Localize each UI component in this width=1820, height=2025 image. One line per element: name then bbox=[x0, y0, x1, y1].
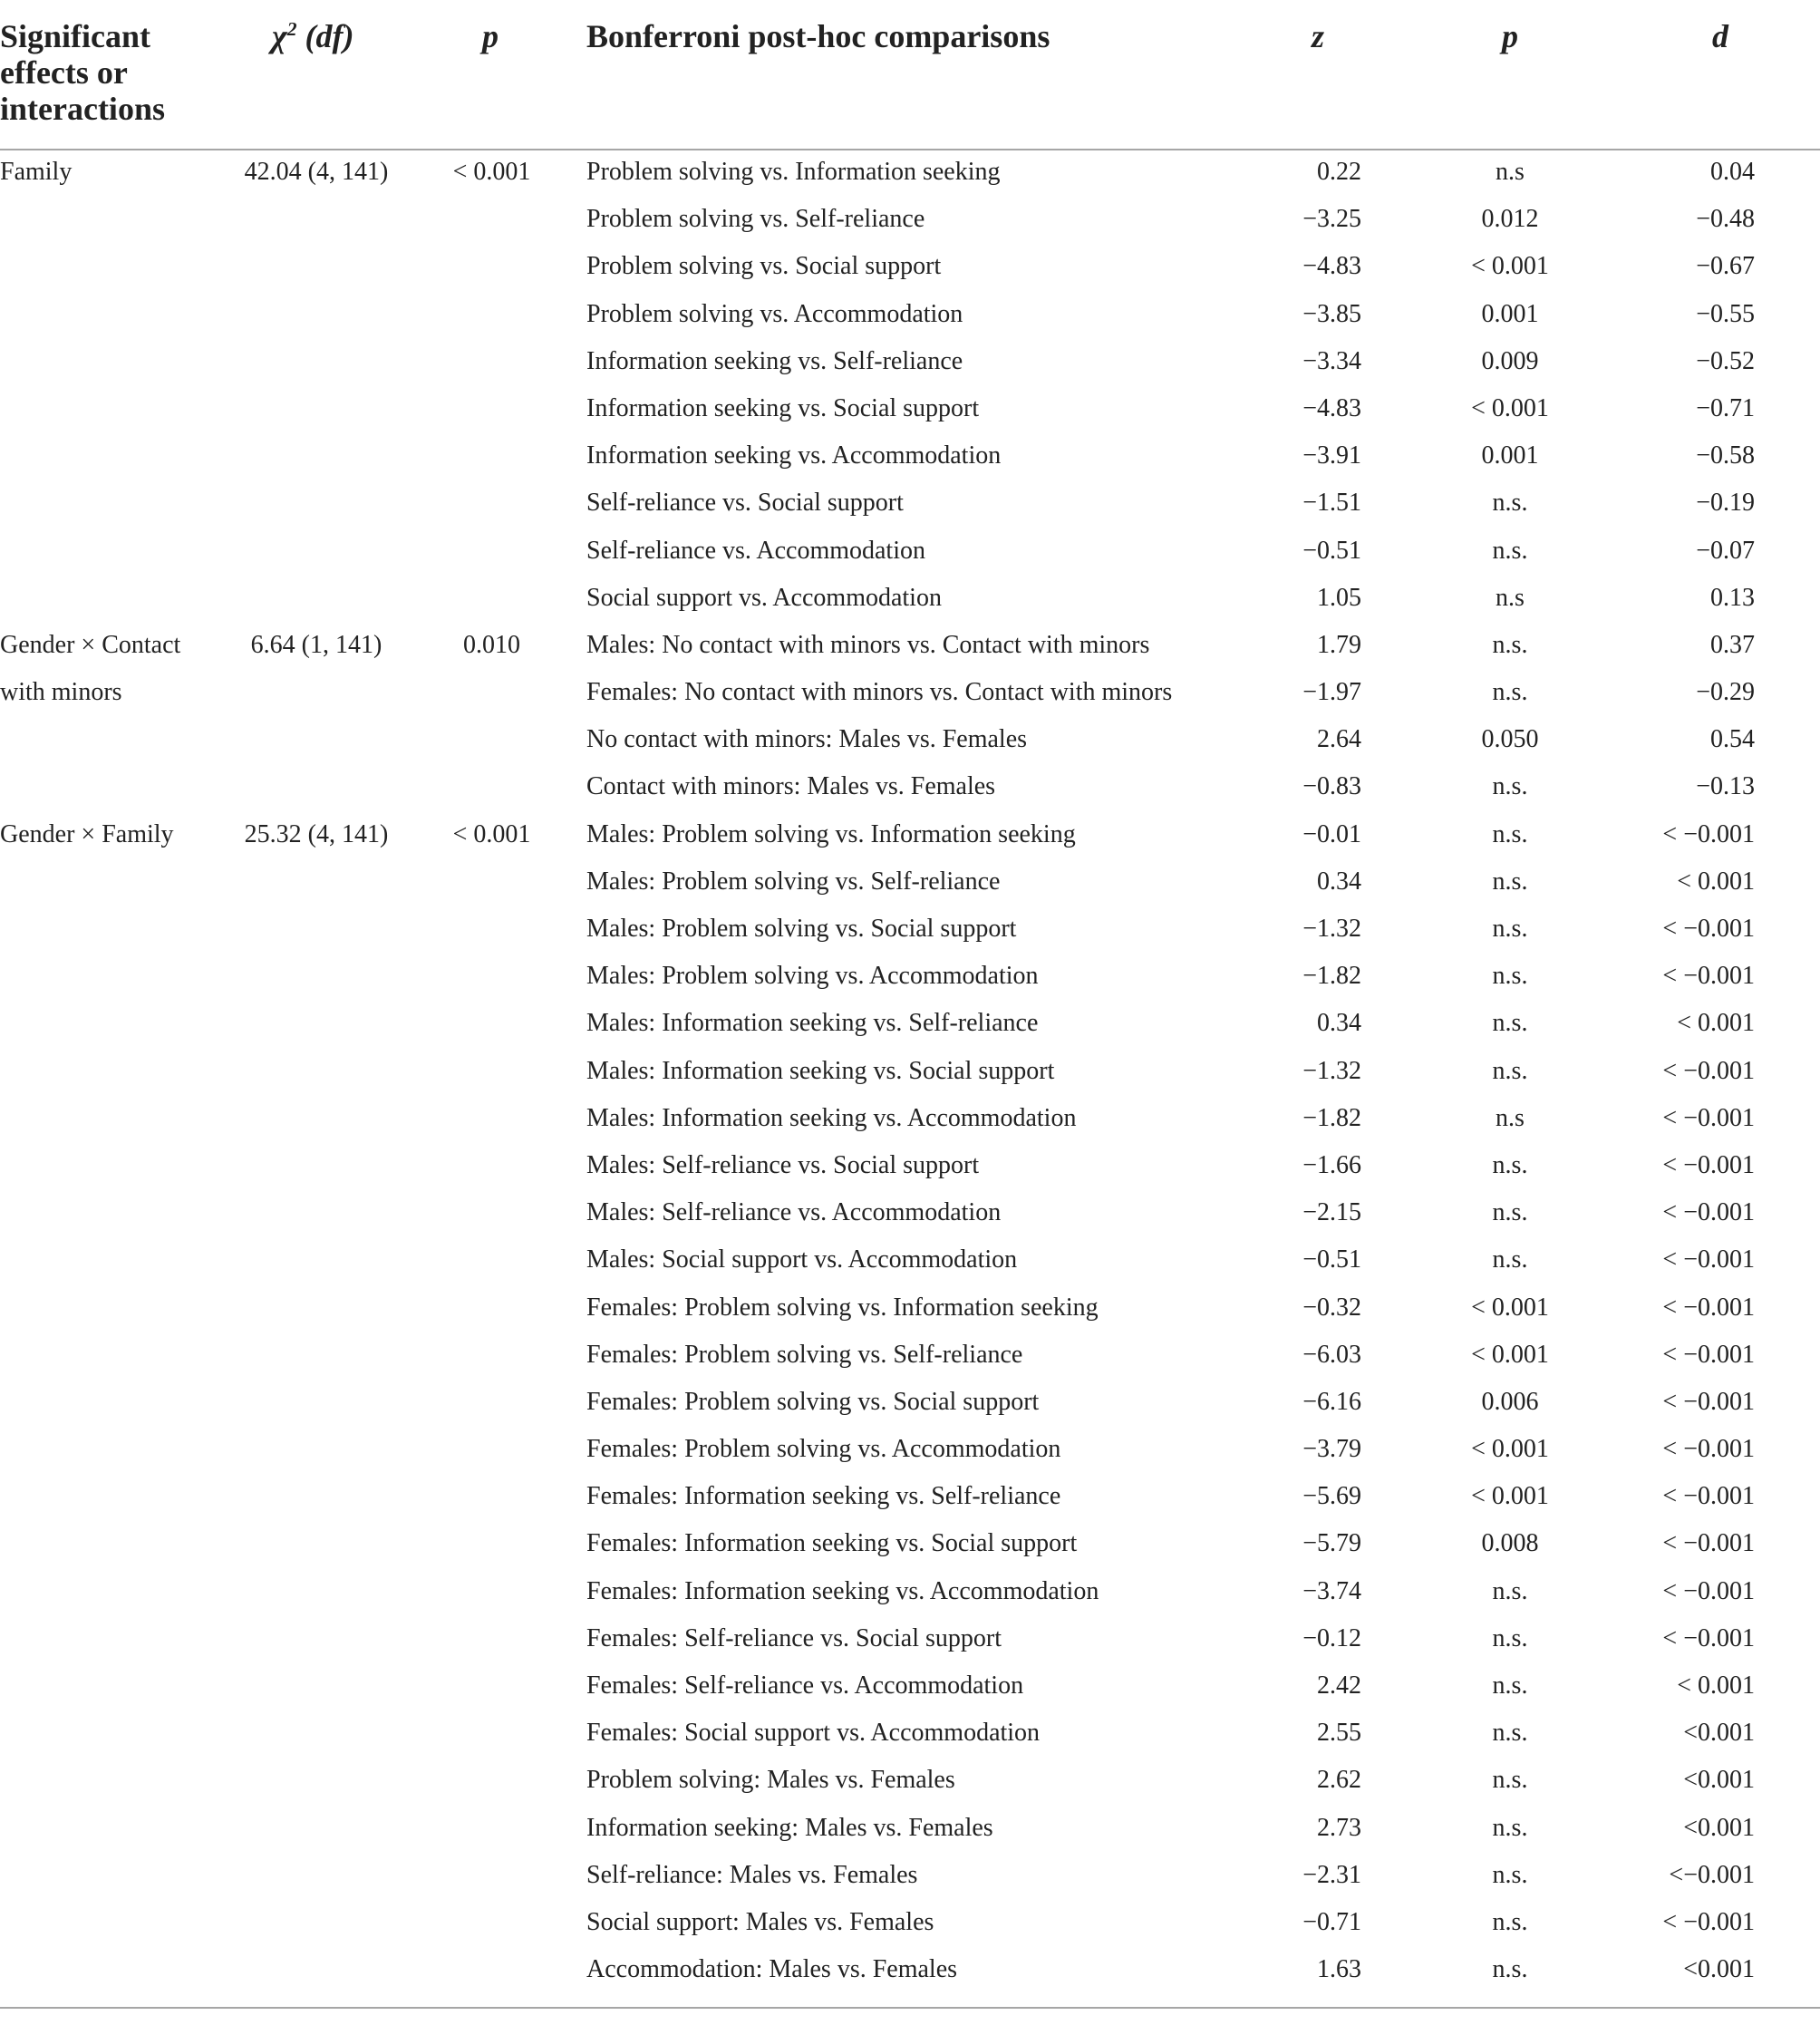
header-effect: Significant effects or interactions bbox=[0, 18, 165, 127]
z-cell: −3.25 bbox=[1302, 205, 1361, 234]
table-row bbox=[0, 1142, 1820, 1189]
header-z: z bbox=[1312, 18, 1325, 54]
d-cell: < −0.001 bbox=[1662, 1245, 1755, 1274]
table-row bbox=[0, 1426, 1820, 1473]
z-cell: −6.03 bbox=[1302, 1340, 1361, 1369]
table-row bbox=[0, 291, 1820, 338]
z-cell: −1.32 bbox=[1302, 915, 1361, 943]
d-cell: −0.07 bbox=[1696, 536, 1755, 565]
z-cell: −1.82 bbox=[1302, 1103, 1361, 1132]
z-cell: 0.34 bbox=[1317, 1009, 1361, 1038]
table-row bbox=[0, 1710, 1820, 1757]
comparison-cell: Males: Information seeking vs. Self-reliance bbox=[586, 1009, 1039, 1038]
chi-symbol: χ bbox=[272, 18, 287, 54]
comparison-cell: Females: Self-reliance vs. Social support bbox=[586, 1623, 1002, 1652]
comparison-cell: Accommodation: Males vs. Females bbox=[586, 1955, 958, 1984]
comparison-cell: Males: No contact with minors vs. Contact with minors bbox=[586, 630, 1150, 659]
table-row bbox=[0, 480, 1820, 527]
z-cell: −0.32 bbox=[1302, 1293, 1361, 1322]
header-chi-square bbox=[272, 18, 354, 54]
p-cell: 0.010 bbox=[463, 630, 520, 659]
p2-cell: 0.001 bbox=[1481, 299, 1539, 328]
z-cell: −0.51 bbox=[1302, 536, 1361, 565]
z-cell: −2.31 bbox=[1302, 1860, 1361, 1889]
table-row bbox=[0, 385, 1820, 432]
d-cell: 0.37 bbox=[1710, 630, 1755, 659]
chi-cell: 25.32 (4, 141) bbox=[244, 819, 389, 848]
p2-cell: n.s. bbox=[1492, 915, 1528, 943]
p2-cell: 0.012 bbox=[1481, 205, 1539, 234]
z-cell: 2.73 bbox=[1317, 1813, 1361, 1842]
z-cell: −1.32 bbox=[1302, 1056, 1361, 1085]
d-cell: < −0.001 bbox=[1662, 1907, 1755, 1936]
p2-cell: n.s bbox=[1496, 583, 1525, 612]
comparison-cell: Males: Problem solving vs. Accommodation bbox=[586, 962, 1039, 991]
z-cell: 2.55 bbox=[1317, 1719, 1361, 1748]
table-row bbox=[0, 763, 1820, 810]
z-cell: −1.51 bbox=[1302, 489, 1361, 518]
header-p: p bbox=[482, 18, 499, 54]
z-cell: −3.79 bbox=[1302, 1435, 1361, 1464]
table-row bbox=[0, 528, 1820, 575]
z-cell: 1.79 bbox=[1317, 630, 1361, 659]
table-row bbox=[0, 953, 1820, 1000]
d-cell: −0.29 bbox=[1696, 678, 1755, 707]
table-row bbox=[0, 1236, 1820, 1284]
p2-cell: n.s. bbox=[1492, 867, 1528, 896]
comparison-cell: Males: Problem solving vs. Social support bbox=[586, 915, 1017, 943]
comparison-cell: No contact with minors: Males vs. Females bbox=[586, 725, 1028, 754]
d-cell: < −0.001 bbox=[1662, 1150, 1755, 1179]
table-row bbox=[0, 622, 1820, 669]
comparison-cell: Females: Self-reliance vs. Accommodation bbox=[586, 1671, 1024, 1700]
z-cell: −6.16 bbox=[1302, 1387, 1361, 1416]
d-cell: < −0.001 bbox=[1662, 1056, 1755, 1085]
p2-cell: n.s bbox=[1496, 158, 1525, 186]
comparison-cell: Males: Problem solving vs. Information seeking bbox=[586, 819, 1076, 848]
z-cell: −0.01 bbox=[1302, 819, 1361, 848]
d-cell: < −0.001 bbox=[1662, 1435, 1755, 1464]
table-row bbox=[0, 1284, 1820, 1332]
z-cell: 0.22 bbox=[1317, 158, 1361, 186]
table-row bbox=[0, 1189, 1820, 1236]
z-cell: 2.64 bbox=[1317, 725, 1361, 754]
table-row bbox=[0, 669, 1820, 716]
table-row bbox=[0, 575, 1820, 622]
header-d: d bbox=[1712, 18, 1728, 54]
d-cell: < −0.001 bbox=[1662, 1482, 1755, 1511]
comparison-cell: Information seeking vs. Self-reliance bbox=[586, 346, 963, 375]
p2-cell: n.s. bbox=[1492, 772, 1528, 801]
d-cell: < 0.001 bbox=[1677, 1671, 1755, 1700]
p2-cell: n.s. bbox=[1492, 489, 1528, 518]
p2-cell: < 0.001 bbox=[1471, 1293, 1549, 1322]
table-body bbox=[0, 149, 1820, 1993]
p2-cell: n.s. bbox=[1492, 819, 1528, 848]
d-cell: < −0.001 bbox=[1662, 962, 1755, 991]
comparison-cell: Information seeking vs. Accommodation bbox=[586, 441, 1002, 470]
table-row bbox=[0, 1757, 1820, 1804]
p2-cell: n.s. bbox=[1492, 1907, 1528, 1936]
d-cell: < −0.001 bbox=[1662, 1293, 1755, 1322]
comparison-cell: Problem solving vs. Accommodation bbox=[586, 299, 963, 328]
comparison-cell: Females: Social support vs. Accommodation bbox=[586, 1719, 1041, 1748]
comparison-cell: Females: Problem solving vs. Accommodation bbox=[586, 1435, 1061, 1464]
d-cell: < 0.001 bbox=[1677, 1009, 1755, 1038]
table-header bbox=[0, 0, 1820, 148]
z-cell: −4.83 bbox=[1302, 252, 1361, 281]
comparison-cell: Contact with minors: Males vs. Females bbox=[586, 772, 996, 801]
chi-df: (df) bbox=[296, 18, 354, 54]
z-cell: −1.97 bbox=[1302, 678, 1361, 707]
z-cell: −0.51 bbox=[1302, 1245, 1361, 1274]
comparison-cell: Social support: Males vs. Females bbox=[586, 1907, 934, 1936]
z-cell: 1.63 bbox=[1317, 1955, 1361, 1984]
effect-cell: Gender × Family bbox=[0, 819, 174, 848]
z-cell: 0.34 bbox=[1317, 867, 1361, 896]
table-row bbox=[0, 149, 1820, 196]
comparison-cell: Females: Problem solving vs. Social support bbox=[586, 1387, 1040, 1416]
p2-cell: n.s. bbox=[1492, 1056, 1528, 1085]
table-row bbox=[0, 1000, 1820, 1047]
d-cell: < 0.001 bbox=[1677, 867, 1755, 896]
p2-cell: n.s. bbox=[1492, 1150, 1528, 1179]
z-cell: −1.82 bbox=[1302, 962, 1361, 991]
p2-cell: n.s. bbox=[1492, 1719, 1528, 1748]
chi-cell: 6.64 (1, 141) bbox=[250, 630, 382, 659]
table-row bbox=[0, 1805, 1820, 1852]
effect-cell: with minors bbox=[0, 678, 122, 707]
table-row bbox=[0, 1568, 1820, 1615]
comparison-cell: Problem solving vs. Self-reliance bbox=[586, 205, 925, 234]
z-cell: −0.12 bbox=[1302, 1623, 1361, 1652]
table-row bbox=[0, 1520, 1820, 1567]
p-cell: < 0.001 bbox=[452, 158, 531, 186]
p2-cell: < 0.001 bbox=[1471, 1340, 1549, 1369]
table-row bbox=[0, 1899, 1820, 1946]
p2-cell: < 0.001 bbox=[1471, 393, 1549, 422]
p2-cell: n.s. bbox=[1492, 1860, 1528, 1889]
bottom-rule bbox=[0, 2007, 1820, 2009]
comparison-cell: Females: Information seeking vs. Social support bbox=[586, 1529, 1078, 1558]
d-cell: < −0.001 bbox=[1662, 1198, 1755, 1227]
p2-cell: 0.006 bbox=[1481, 1387, 1539, 1416]
table-row bbox=[0, 1095, 1820, 1142]
table-row bbox=[0, 811, 1820, 858]
p2-cell: 0.008 bbox=[1481, 1529, 1539, 1558]
table-row bbox=[0, 1379, 1820, 1426]
z-cell: −2.15 bbox=[1302, 1198, 1361, 1227]
p2-cell: n.s bbox=[1496, 1103, 1525, 1132]
d-cell: −0.71 bbox=[1696, 393, 1755, 422]
p2-cell: n.s. bbox=[1492, 1955, 1528, 1984]
comparison-cell: Social support vs. Accommodation bbox=[586, 583, 942, 612]
z-cell: −1.66 bbox=[1302, 1150, 1361, 1179]
table-row bbox=[0, 1615, 1820, 1662]
d-cell: −0.55 bbox=[1696, 299, 1755, 328]
d-cell: 0.04 bbox=[1710, 158, 1755, 186]
table-row bbox=[0, 432, 1820, 480]
z-cell: −0.83 bbox=[1302, 772, 1361, 801]
d-cell: <−0.001 bbox=[1669, 1860, 1755, 1889]
chi-cell: 42.04 (4, 141) bbox=[244, 158, 389, 186]
d-cell: < −0.001 bbox=[1662, 915, 1755, 943]
d-cell: < −0.001 bbox=[1662, 1576, 1755, 1605]
z-cell: 2.62 bbox=[1317, 1766, 1361, 1795]
d-cell: < −0.001 bbox=[1662, 1623, 1755, 1652]
p-cell: < 0.001 bbox=[452, 819, 531, 848]
comparison-cell: Females: Problem solving vs. Information seeking bbox=[586, 1293, 1099, 1322]
d-cell: <0.001 bbox=[1683, 1766, 1755, 1795]
d-cell: 0.54 bbox=[1710, 725, 1755, 754]
z-cell: −5.79 bbox=[1302, 1529, 1361, 1558]
table-row bbox=[0, 1852, 1820, 1899]
comparison-cell: Problem solving vs. Social support bbox=[586, 252, 942, 281]
z-cell: 2.42 bbox=[1317, 1671, 1361, 1700]
z-cell: 1.05 bbox=[1317, 583, 1361, 612]
comparison-cell: Females: Information seeking vs. Accommodation bbox=[586, 1576, 1099, 1605]
table-row bbox=[0, 1048, 1820, 1095]
comparison-cell: Males: Self-reliance vs. Social support bbox=[586, 1150, 980, 1179]
p2-cell: n.s. bbox=[1492, 1623, 1528, 1652]
comparison-cell: Males: Self-reliance vs. Accommodation bbox=[586, 1198, 1002, 1227]
p2-cell: n.s. bbox=[1492, 1813, 1528, 1842]
table-row bbox=[0, 196, 1820, 243]
d-cell: 0.13 bbox=[1710, 583, 1755, 612]
table-row bbox=[0, 858, 1820, 906]
z-cell: −3.34 bbox=[1302, 346, 1361, 375]
p2-cell: n.s. bbox=[1492, 962, 1528, 991]
p2-cell: n.s. bbox=[1492, 678, 1528, 707]
comparison-cell: Females: Information seeking vs. Self-reliance bbox=[586, 1482, 1061, 1511]
table-row bbox=[0, 1946, 1820, 1993]
d-cell: −0.19 bbox=[1696, 489, 1755, 518]
p2-cell: 0.009 bbox=[1481, 346, 1539, 375]
table-row bbox=[0, 243, 1820, 290]
p2-cell: n.s. bbox=[1492, 1766, 1528, 1795]
d-cell: <0.001 bbox=[1683, 1955, 1755, 1984]
d-cell: < −0.001 bbox=[1662, 1340, 1755, 1369]
d-cell: −0.58 bbox=[1696, 441, 1755, 470]
d-cell: < −0.001 bbox=[1662, 1529, 1755, 1558]
p2-cell: 0.050 bbox=[1481, 725, 1539, 754]
d-cell: <0.001 bbox=[1683, 1719, 1755, 1748]
table-row bbox=[0, 1662, 1820, 1710]
d-cell: −0.13 bbox=[1696, 772, 1755, 801]
p2-cell: < 0.001 bbox=[1471, 1482, 1549, 1511]
p2-cell: < 0.001 bbox=[1471, 1435, 1549, 1464]
p2-cell: n.s. bbox=[1492, 1245, 1528, 1274]
z-cell: −3.85 bbox=[1302, 299, 1361, 328]
z-cell: −5.69 bbox=[1302, 1482, 1361, 1511]
p2-cell: n.s. bbox=[1492, 1198, 1528, 1227]
d-cell: < −0.001 bbox=[1662, 819, 1755, 848]
comparison-cell: Self-reliance vs. Accommodation bbox=[586, 536, 925, 565]
p2-cell: n.s. bbox=[1492, 536, 1528, 565]
z-cell: −4.83 bbox=[1302, 393, 1361, 422]
comparison-cell: Females: Problem solving vs. Self-reliance bbox=[586, 1340, 1023, 1369]
comparison-cell: Information seeking: Males vs. Females bbox=[586, 1813, 993, 1842]
p2-cell: 0.001 bbox=[1481, 441, 1539, 470]
table-row bbox=[0, 716, 1820, 763]
table-row bbox=[0, 906, 1820, 953]
d-cell: <0.001 bbox=[1683, 1813, 1755, 1842]
d-cell: −0.52 bbox=[1696, 346, 1755, 375]
comparison-cell: Information seeking vs. Social support bbox=[586, 393, 980, 422]
p2-cell: n.s. bbox=[1492, 1576, 1528, 1605]
comparison-cell: Problem solving: Males vs. Females bbox=[586, 1766, 955, 1795]
comparison-cell: Males: Information seeking vs. Accommodation bbox=[586, 1103, 1077, 1132]
comparison-cell: Problem solving vs. Information seeking bbox=[586, 158, 1001, 186]
p2-cell: n.s. bbox=[1492, 1671, 1528, 1700]
table-row bbox=[0, 1332, 1820, 1379]
comparison-cell: Self-reliance vs. Social support bbox=[586, 489, 904, 518]
effect-cell: Family bbox=[0, 158, 73, 186]
z-cell: −3.74 bbox=[1302, 1576, 1361, 1605]
p2-cell: < 0.001 bbox=[1471, 252, 1549, 281]
comparison-cell: Males: Social support vs. Accommodation bbox=[586, 1245, 1018, 1274]
d-cell: −0.48 bbox=[1696, 205, 1755, 234]
table-row bbox=[0, 1473, 1820, 1520]
header-p2: p bbox=[1502, 18, 1518, 54]
comparison-cell: Males: Information seeking vs. Social support bbox=[586, 1056, 1055, 1085]
effect-cell: Gender × Contact bbox=[0, 630, 181, 659]
comparison-cell: Females: No contact with minors vs. Contact with minors bbox=[586, 678, 1173, 707]
comparison-cell: Self-reliance: Males vs. Females bbox=[586, 1860, 918, 1889]
z-cell: −0.71 bbox=[1302, 1907, 1361, 1936]
z-cell: −3.91 bbox=[1302, 441, 1361, 470]
d-cell: < −0.001 bbox=[1662, 1103, 1755, 1132]
table-row bbox=[0, 338, 1820, 385]
header-comparison: Bonferroni post-hoc comparisons bbox=[586, 18, 1050, 54]
chi-superscript: 2 bbox=[286, 18, 297, 40]
p2-cell: n.s. bbox=[1492, 630, 1528, 659]
d-cell: −0.67 bbox=[1696, 252, 1755, 281]
comparison-cell: Males: Problem solving vs. Self-reliance bbox=[586, 867, 1001, 896]
d-cell: < −0.001 bbox=[1662, 1387, 1755, 1416]
p2-cell: n.s. bbox=[1492, 1009, 1528, 1038]
